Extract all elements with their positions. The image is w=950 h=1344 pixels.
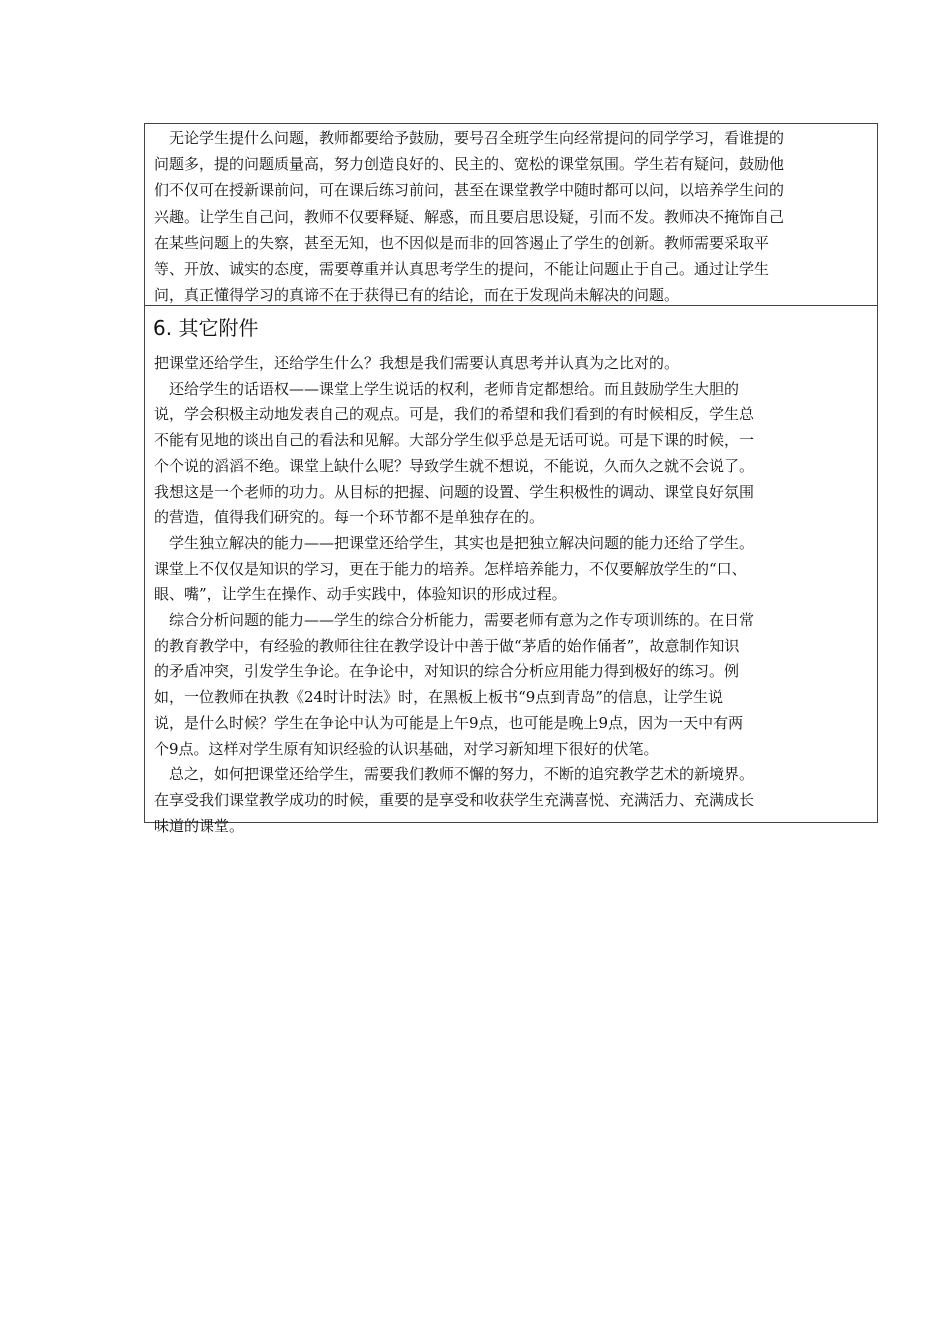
text-line: 个个说的滔滔不绝。课堂上缺什么呢？导致学生就不想说，不能说，久而久之就不会说了。: [154, 456, 755, 475]
text-line: 不能有见地的谈出自己的看法和见解。大部分学生似乎总是无话可说。可是下课的时候，一: [154, 431, 755, 450]
text-line: 兴趣。让学生自己问，教师不仅要释疑、解惑，而且要启思设疑，引而不发。教师决不掩饰自己: [154, 207, 785, 226]
text-line: 的营造，值得我们研究的。每一个环节都不是单独存在的。: [154, 508, 545, 527]
text-line: 还给学生的话语权——课堂上学生说话的权利，老师肯定都想给。而且鼓励学生大胆的: [154, 379, 740, 398]
text-line: 的教育教学中，有经验的教师往往在教学设计中善于做“茅盾的始作俑者”，故意制作知识: [154, 636, 740, 655]
text-line: 在某些问题上的失察，甚至无知，也不因似是而非的回答遏止了学生的创新。教师需要采取平: [154, 233, 770, 252]
text-line: 个9点。这样对学生原有知识经验的认识基础，对学习新知埋下很好的伏笔。: [154, 739, 659, 758]
text-line: 如，一位教师在执教《24时计时法》时，在黑板上板书“9点到青岛”的信息，让学生说: [154, 688, 723, 707]
text-line: 说，是什么时候？学生在争论中认为可能是上午9点，也可能是晚上9点，因为一天中有两: [154, 713, 744, 732]
text-line: 无论学生提什么问题，教师都要给予鼓励，要号召全班学生向经常提问的同学学习，看谁提的: [154, 129, 785, 147]
text-line: 问题多，提的问题质量高，努力创造良好的、民主的、宽松的课堂氛围。学生若有疑问，鼓励他: [154, 155, 785, 174]
text-line: 总之，如何把课堂还给学生，需要我们教师不懈的努力，不断的追究教学艺术的新境界。: [154, 765, 755, 784]
content-table: [144, 123, 878, 835]
text-line: 学生独立解决的能力——把课堂还给学生，其实也是把独立解决问题的能力还给了学生。: [154, 533, 755, 552]
text-line: 等、开放、诚实的态度，需要尊重并认真思考学生的提问，不能让问题止于自己。通过让学生: [154, 260, 770, 278]
text-line: 课堂上不仅仅是知识的学习，更在于能力的培养。怎样培养能力，不仅要解放学生的“口、: [154, 559, 747, 578]
text-line: 把课堂还给学生，还给学生什么？我想是我们需要认真思考并认真为之比对的。: [154, 354, 680, 372]
text-line: 味道的课堂。: [154, 816, 245, 835]
text-line: 我想这是一个老师的功力。从目标的把握、问题的设置、学生积极性的调动、课堂良好氛围: [154, 482, 755, 501]
text-line: 的矛盾冲突，引发学生争论。在争论中，对知识的综合分析应用能力得到极好的练习。例: [154, 662, 740, 681]
cell-divider: [145, 305, 877, 306]
text-line: 们不仅可在授新课前问，可在课后练习前问，甚至在课堂教学中随时都可以问，以培养学生问的: [154, 181, 785, 200]
text-line: 说，学会积极主动地发表自己的观点。可是，我们的希望和我们看到的有时候相反，学生总: [154, 405, 755, 424]
text-line: 在享受我们课堂教学成功的时候，重要的是享受和收获学生充满喜悦、充满活力、充满成长: [154, 790, 755, 809]
text-line: 综合分析问题的能力——学生的综合分析能力，需要老师有意为之作专项训练的。在日常: [154, 611, 755, 629]
text-line: 问，真正懂得学习的真谛不在于获得已有的结论，而在于发现尚未解决的问题。: [154, 286, 680, 305]
text-line: 眼、嘴”，让学生在操作、动手实践中，体验知识的形成过程。: [154, 585, 567, 604]
section-heading: 6. 其它附件: [153, 316, 259, 340]
